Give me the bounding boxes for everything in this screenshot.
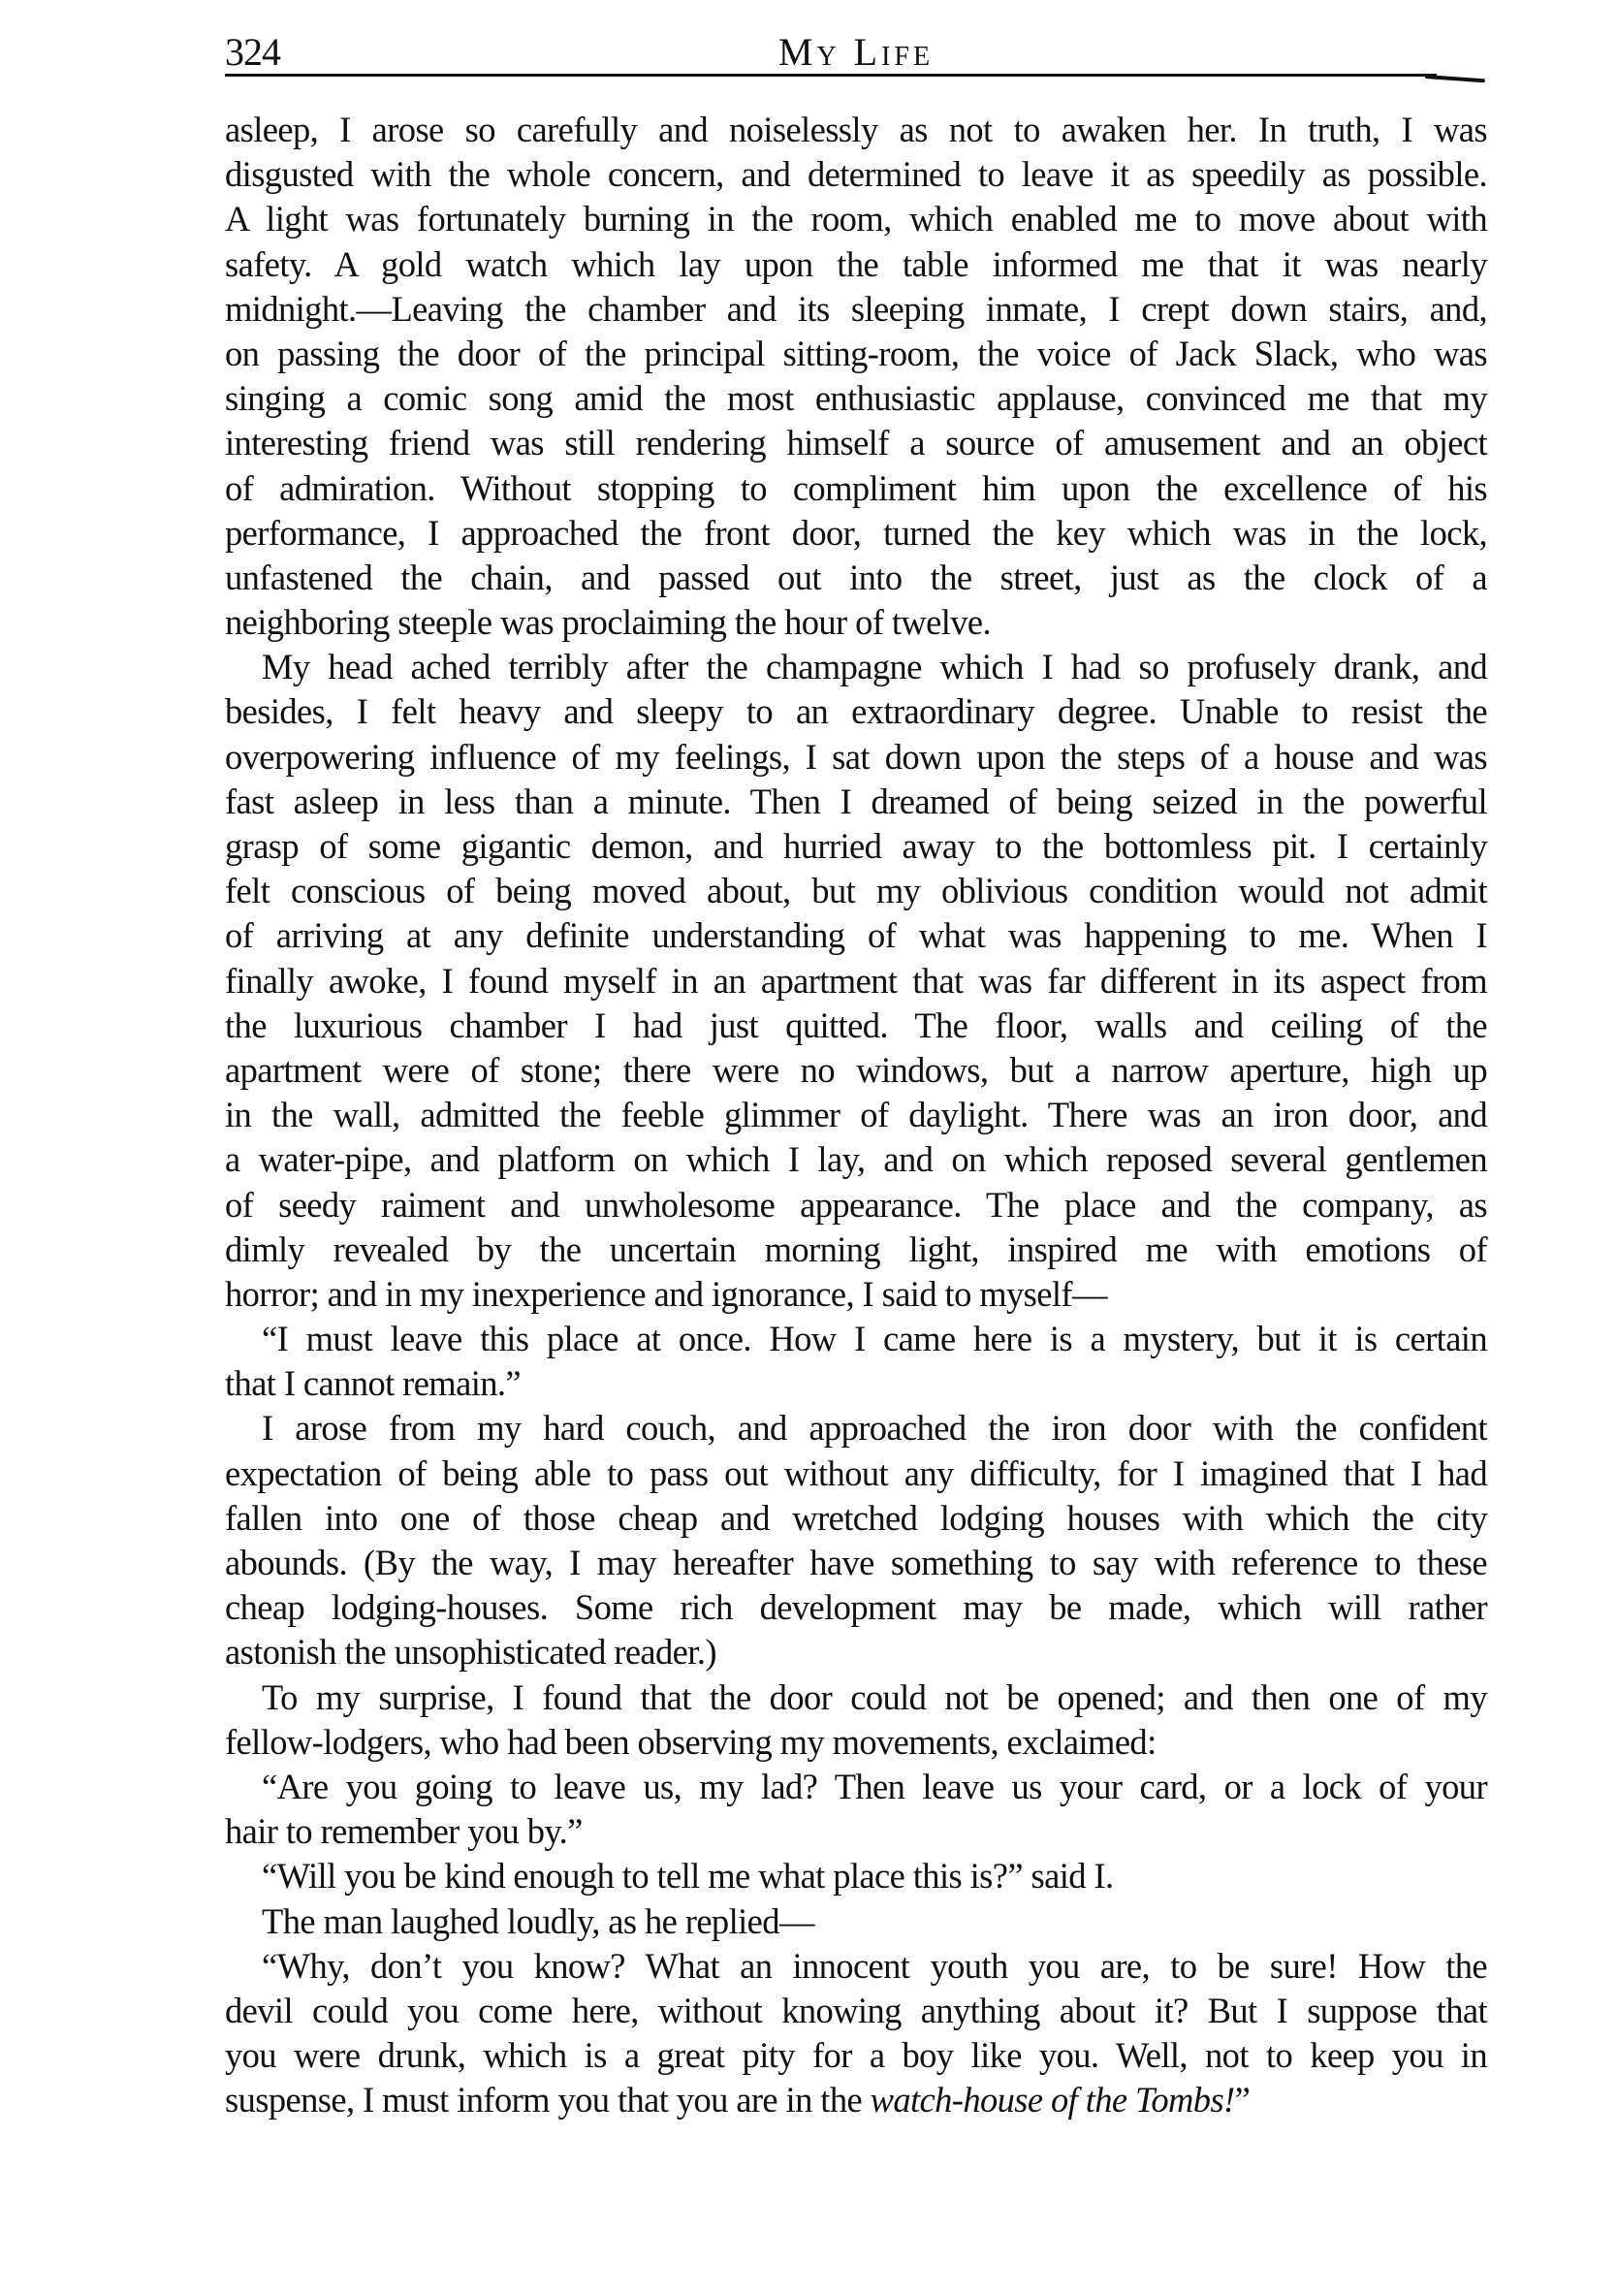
text-line: interesting friend was still rendering himself a source of amusement and an object — [225, 423, 1487, 463]
final-line-italic: watch-house of the Tombs! — [870, 2080, 1235, 2121]
page-number: 324 — [225, 30, 280, 74]
paragraph-first-line: “Are you going to leave us, my lad? Then leave us your card, or a lock of your — [262, 1766, 1487, 1806]
header-rule — [225, 74, 1437, 77]
text-line: of seedy raiment and unwholesome appearance. The place and the company, as — [225, 1184, 1487, 1225]
final-line-closing-quote: ” — [1234, 2080, 1251, 2121]
text-line-final — [225, 2078, 1487, 2122]
paragraph-first-line: The man laughed loudly, as he replied— — [262, 1900, 814, 1941]
text-line: cheap lodging-houses. Some rich development may be made, which will rather — [225, 1587, 1487, 1628]
text-line: grasp of some gigantic demon, and hurried away to the bottomless pit. I certainly — [225, 826, 1487, 866]
text-line: on passing the door of the principal sitting-room, the voice of Jack Slack, who was — [225, 333, 1487, 373]
page-header — [225, 21, 1487, 81]
text-line: asleep, I arose so carefully and noiselessly as not to awaken her. In truth, I was — [225, 110, 1487, 149]
paragraph-first-line: My head ached terribly after the champagne which I had so profusely drank, and — [262, 647, 1487, 687]
body-text — [225, 108, 1487, 2122]
text-line: devil could you come here, without knowing anything about it? But I suppose that — [225, 1990, 1487, 2030]
text-line: singing a comic song amid the most enthusiastic applause, convinced me that my — [225, 378, 1487, 419]
text-line: astonish the unsophisticated reader.) — [225, 1632, 716, 1673]
text-line: of arriving at any definite understanding of what was happening to me. When I — [225, 915, 1487, 956]
text-line: safety. A gold watch which lay upon the table informed me that it was nearly — [225, 243, 1487, 284]
paragraph-first-line: I arose from my hard couch, and approached the iron door with the confident — [262, 1408, 1487, 1449]
paragraph-first-line: “I must leave this place at once. How I came here is a mystery, but it is certain — [262, 1319, 1487, 1359]
text-line: fallen into one of those cheap and wretched lodging houses with which the city — [225, 1497, 1487, 1538]
text-line: fast asleep in less than a minute. Then I dreamed of being seized in the powerful — [225, 781, 1487, 821]
text-line: that I cannot remain.” — [225, 1363, 522, 1404]
text-line: midnight.—Leaving the chamber and its sleeping inmate, I crept down stairs, and, — [225, 288, 1487, 329]
text-line: finally awoke, I found myself in an apartment that was far different in its aspect from — [225, 960, 1487, 1001]
text-line: felt conscious of being moved about, but my oblivious condition would not admit — [225, 871, 1487, 911]
text-line: the luxurious chamber I had just quitted. The floor, walls and ceiling of the — [225, 1004, 1487, 1045]
text-line: A light was fortunately burning in the room, which enabled me to move about with — [225, 199, 1487, 239]
text-line: neighboring steeple was proclaiming the hour of twelve. — [225, 602, 992, 643]
text-line: you were drunk, which is a great pity for a boy like you. Well, not to keep you in — [225, 2035, 1487, 2076]
text-line: besides, I felt heavy and sleepy to an extraordinary degree. Unable to resist the — [225, 691, 1487, 732]
text-line: apartment were of stone; there were no windows, but a narrow aperture, high up — [225, 1049, 1487, 1090]
paragraph-first-line: “Will you be kind enough to tell me what place this is?” said I. — [262, 1856, 1114, 1897]
text-line: of admiration. Without stopping to compliment him upon the excellence of his — [225, 467, 1487, 508]
text-line: horror; and in my inexperience and ignorance, I said to myself— — [225, 1273, 1107, 1314]
text-line: performance, I approached the front door, turned the key which was in the lock, — [225, 512, 1487, 553]
text-line: hair to remember you by.” — [225, 1811, 583, 1852]
text-line: disgusted with the whole concern, and determined to leave it as speedily as possible. — [225, 154, 1487, 195]
text-line: dimly revealed by the uncertain morning light, inspired me with emotions of — [225, 1228, 1487, 1269]
final-line-plain: suspense, I must inform you that you are in the — [225, 2080, 871, 2121]
text-line: overpowering influence of my feelings, I sat down upon the steps of a house and was — [225, 736, 1487, 777]
running-title: My Life — [777, 30, 935, 74]
text-line: fellow-lodgers, who had been observing my movements, exclaimed: — [225, 1721, 1157, 1762]
paragraph-first-line: To my surprise, I found that the door could not be opened; and then one of my — [262, 1676, 1487, 1717]
paragraph-first-line: “Why, don’t you know? What an innocent youth you are, to be sure! How the — [262, 1945, 1487, 1986]
text-line: unfastened the chain, and passed out into the street, just as the clock of a — [225, 557, 1487, 597]
text-line: expectation of being able to pass out without any difficulty, for I imagined that I had — [225, 1452, 1487, 1493]
text-line: a water-pipe, and platform on which I lay, and on which reposed several gentlemen — [225, 1139, 1487, 1180]
text-line: in the wall, admitted the feeble glimmer of daylight. There was an iron door, and — [225, 1095, 1487, 1135]
text-line: abounds. (By the way, I may hereafter have something to say with reference to these — [225, 1543, 1487, 1582]
